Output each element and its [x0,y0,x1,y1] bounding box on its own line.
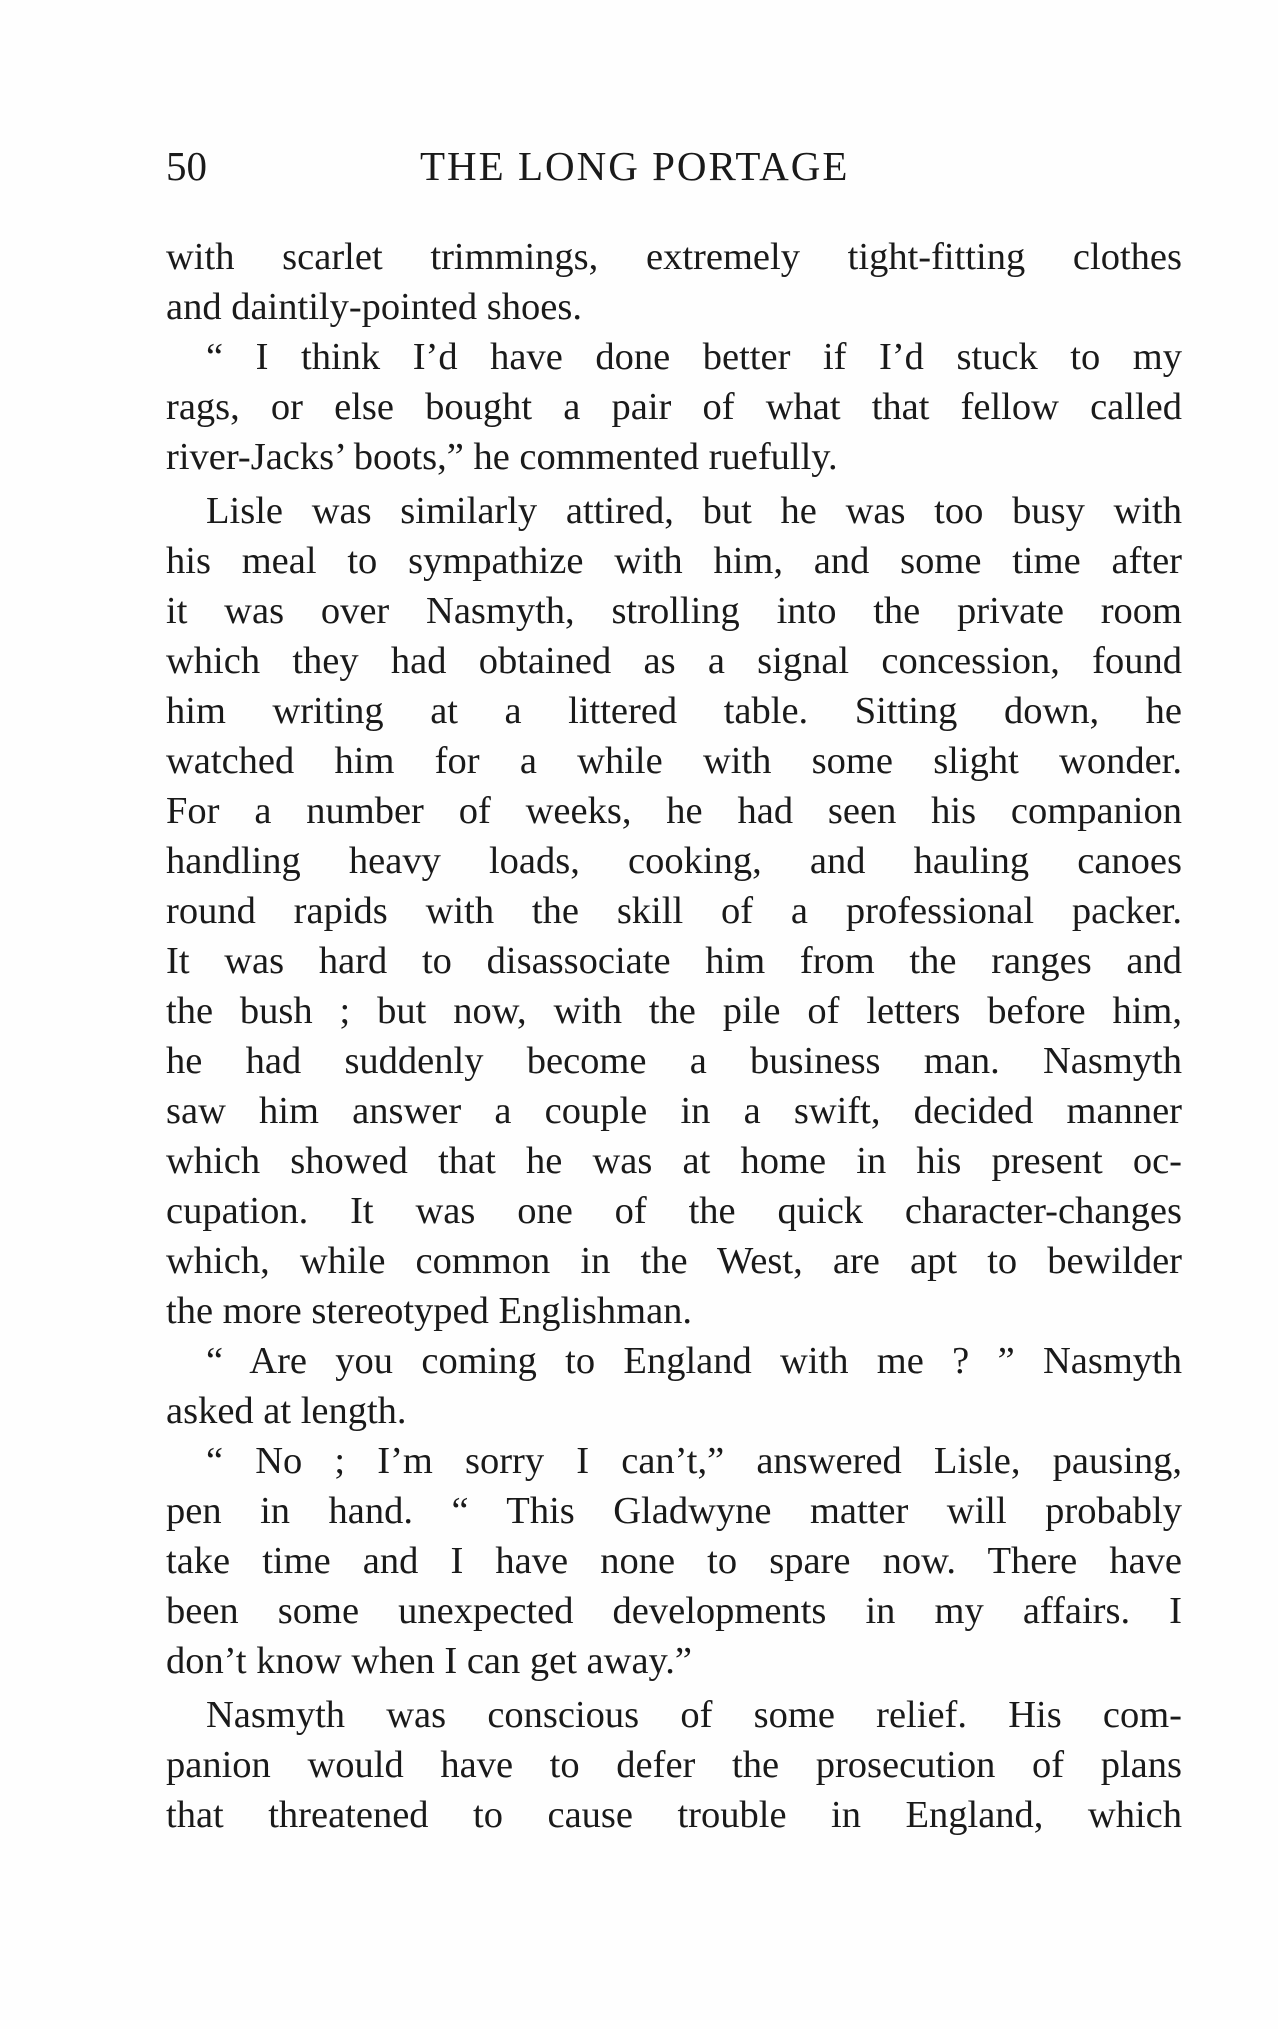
text-line: “ I think I’d have done better if I’d stuck to my [206,336,1182,378]
text-line: pen in hand. “ This Gladwyne matter will probably [166,1490,1182,1532]
text-line: rags, or else bought a pair of what that fellow called [166,386,1182,428]
text-line: Lisle was similarly attired, but he was too busy with [206,490,1182,532]
text-line: take time and I have none to spare now. There have [166,1540,1182,1582]
text-line: and daintily-pointed shoes. [166,286,582,328]
text-line: It was hard to disassociate him from the ranges and [166,940,1182,982]
text-line: cupation. It was one of the quick character-changes [166,1190,1182,1232]
text-line: which showed that he was at home in his present oc- [166,1140,1182,1182]
text-line: with scarlet trimmings, extremely tight-fitting clothes [166,236,1182,278]
text-line: don’t know when I can get away.” [166,1640,692,1682]
text-line: round rapids with the skill of a professional packer. [166,890,1182,932]
text-line: he had suddenly become a business man. Nasmyth [166,1040,1182,1082]
running-title: THE LONG PORTAGE [420,143,850,189]
text-line: been some unexpected developments in my affairs. I [166,1590,1182,1632]
text-line: him writing at a littered table. Sitting down, he [166,690,1182,732]
text-line: the bush ; but now, with the pile of letters before him, [166,990,1182,1032]
page-header [166,136,1182,196]
text-line: it was over Nasmyth, strolling into the private room [166,590,1182,632]
text-line: panion would have to defer the prosecution of plans [166,1744,1182,1786]
text-line: river-Jacks’ boots,” he commented ruefully. [166,436,838,478]
text-line: “ No ; I’m sorry I can’t,” answered Lisle, pausing, [206,1440,1182,1482]
text-line: which they had obtained as a signal concession, found [166,640,1182,682]
text-line: which, while common in the West, are apt to bewilder [166,1240,1182,1282]
text-line: the more stereotyped Englishman. [166,1290,693,1332]
text-line: that threatened to cause trouble in England, which [166,1794,1182,1836]
body-text [166,232,1182,1840]
text-line: “ Are you coming to England with me ? ” Nasmyth [206,1340,1182,1382]
text-line: saw him answer a couple in a swift, decided manner [166,1090,1182,1132]
text-line: his meal to sympathize with him, and some time after [166,540,1182,582]
text-line: Nasmyth was conscious of some relief. His com- [206,1694,1182,1736]
text-line: asked at length. [166,1390,407,1432]
page-number: 50 [166,143,207,189]
text-line: watched him for a while with some slight wonder. [166,740,1182,782]
text-line: For a number of weeks, he had seen his companion [166,790,1182,832]
text-line: handling heavy loads, cooking, and hauling canoes [166,840,1182,882]
